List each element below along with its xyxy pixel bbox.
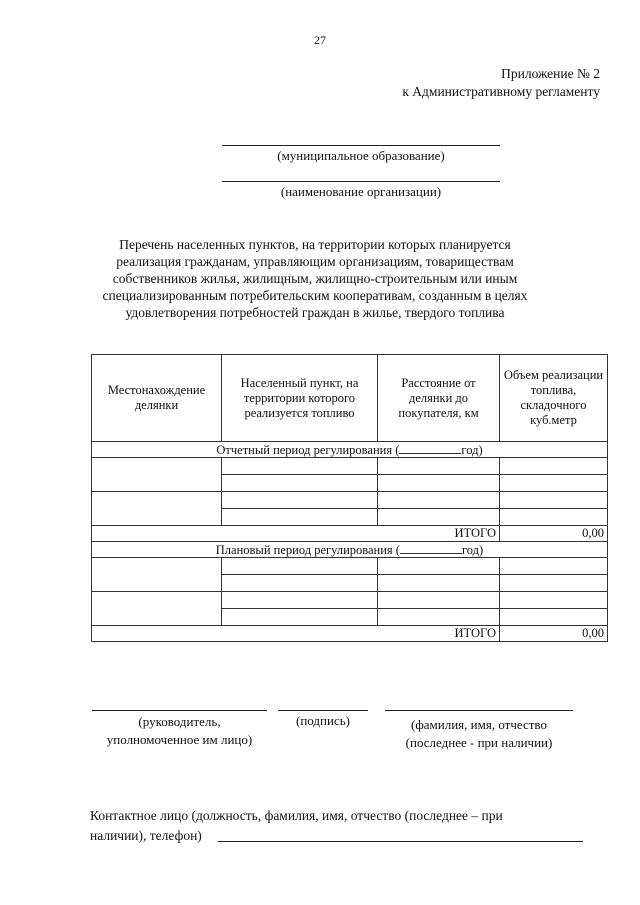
table-cell[interactable] bbox=[222, 575, 378, 592]
planned-total-label: ИТОГО bbox=[92, 626, 500, 642]
table-cell[interactable] bbox=[92, 558, 222, 592]
title-line: реализация гражданам, управляющим организациям, товариществам bbox=[116, 254, 514, 269]
table-header-row bbox=[92, 355, 608, 442]
sign-caption: (подпись) bbox=[296, 713, 350, 728]
table-cell[interactable] bbox=[378, 609, 500, 626]
appendix-line-1: Приложение № 2 bbox=[501, 66, 600, 81]
municipality-field-line[interactable] bbox=[222, 145, 500, 146]
contact-line-2: наличии), телефон) bbox=[90, 828, 202, 843]
document-title bbox=[80, 236, 550, 321]
sign-line[interactable] bbox=[278, 710, 368, 711]
planned-period-label: Плановый период регулирования ( год) bbox=[92, 542, 608, 558]
table-cell[interactable] bbox=[378, 575, 500, 592]
table-cell[interactable] bbox=[92, 592, 222, 626]
title-line: Перечень населенных пунктов, на территории которых планируется bbox=[119, 237, 511, 252]
contact-block bbox=[90, 806, 610, 846]
head-caption: (руководитель, уполномоченное им лицо) bbox=[106, 714, 253, 747]
table-cell[interactable] bbox=[378, 458, 500, 475]
table-cell[interactable] bbox=[222, 492, 378, 509]
reporting-period-label: Отчетный период регулирования ( год) bbox=[92, 442, 608, 458]
table-row bbox=[92, 558, 608, 575]
organization-field-line[interactable] bbox=[222, 181, 500, 182]
table-cell[interactable] bbox=[222, 592, 378, 609]
title-line: специализированным потребительским кооперативам, созданным в целях bbox=[102, 288, 528, 303]
table-cell[interactable] bbox=[222, 458, 378, 475]
table-cell[interactable] bbox=[378, 492, 500, 509]
appendix-heading bbox=[320, 65, 600, 101]
planned-total-value: 0,00 bbox=[500, 626, 608, 642]
table-cell[interactable] bbox=[500, 558, 608, 575]
header-location: Местонахождение делянки bbox=[92, 355, 222, 442]
table-cell[interactable] bbox=[222, 475, 378, 492]
fuel-table bbox=[91, 354, 608, 642]
table-cell[interactable] bbox=[92, 458, 222, 492]
appendix-line-2: к Административному регламенту bbox=[402, 84, 600, 99]
table-cell[interactable] bbox=[500, 475, 608, 492]
organization-caption: (наименование организации) bbox=[280, 184, 442, 199]
title-line: удовлетворения потребностей граждан в жилье, твердого топлива bbox=[125, 305, 505, 320]
reporting-period-row bbox=[92, 442, 608, 458]
table-row bbox=[92, 492, 608, 509]
table-cell[interactable] bbox=[222, 509, 378, 526]
table-cell[interactable] bbox=[222, 609, 378, 626]
table-cell[interactable] bbox=[500, 592, 608, 609]
table-cell[interactable] bbox=[378, 558, 500, 575]
planned-period-row bbox=[92, 542, 608, 558]
reporting-total-value: 0,00 bbox=[500, 526, 608, 542]
name-caption: (фамилия, имя, отчество (последнее - при наличии) bbox=[405, 717, 553, 750]
header-distance: Расстояние от делянки до покупателя, км bbox=[378, 355, 500, 442]
table-cell[interactable] bbox=[500, 492, 608, 509]
page-number: 27 bbox=[314, 33, 326, 47]
table-cell[interactable] bbox=[92, 492, 222, 526]
table-cell[interactable] bbox=[500, 609, 608, 626]
head-signature-line[interactable] bbox=[92, 710, 267, 711]
table-cell[interactable] bbox=[500, 509, 608, 526]
header-volume: Объем реализации топлива, складочного куб.метр bbox=[500, 355, 608, 442]
table-cell[interactable] bbox=[500, 575, 608, 592]
reporting-year-field[interactable] bbox=[399, 442, 461, 454]
table-cell[interactable] bbox=[500, 458, 608, 475]
table-row bbox=[92, 458, 608, 475]
name-line[interactable] bbox=[385, 710, 573, 711]
table-cell[interactable] bbox=[222, 558, 378, 575]
planned-total-row bbox=[92, 626, 608, 642]
table-cell[interactable] bbox=[378, 592, 500, 609]
table-cell[interactable] bbox=[378, 475, 500, 492]
contact-line-1: Контактное лицо (должность, фамилия, имя, отчество (последнее – при bbox=[90, 808, 503, 823]
reporting-total-row bbox=[92, 526, 608, 542]
table-row bbox=[92, 592, 608, 609]
municipality-caption: (муниципальное образование) bbox=[277, 148, 445, 163]
planned-year-field[interactable] bbox=[400, 542, 462, 554]
header-settlement: Населенный пункт, на территории которого реализуется топливо bbox=[222, 355, 378, 442]
contact-field-line[interactable] bbox=[218, 841, 583, 842]
table-cell[interactable] bbox=[378, 509, 500, 526]
reporting-total-label: ИТОГО bbox=[92, 526, 500, 542]
title-line: собственников жилья, жилищным, жилищно-строительным или иным bbox=[112, 271, 518, 286]
